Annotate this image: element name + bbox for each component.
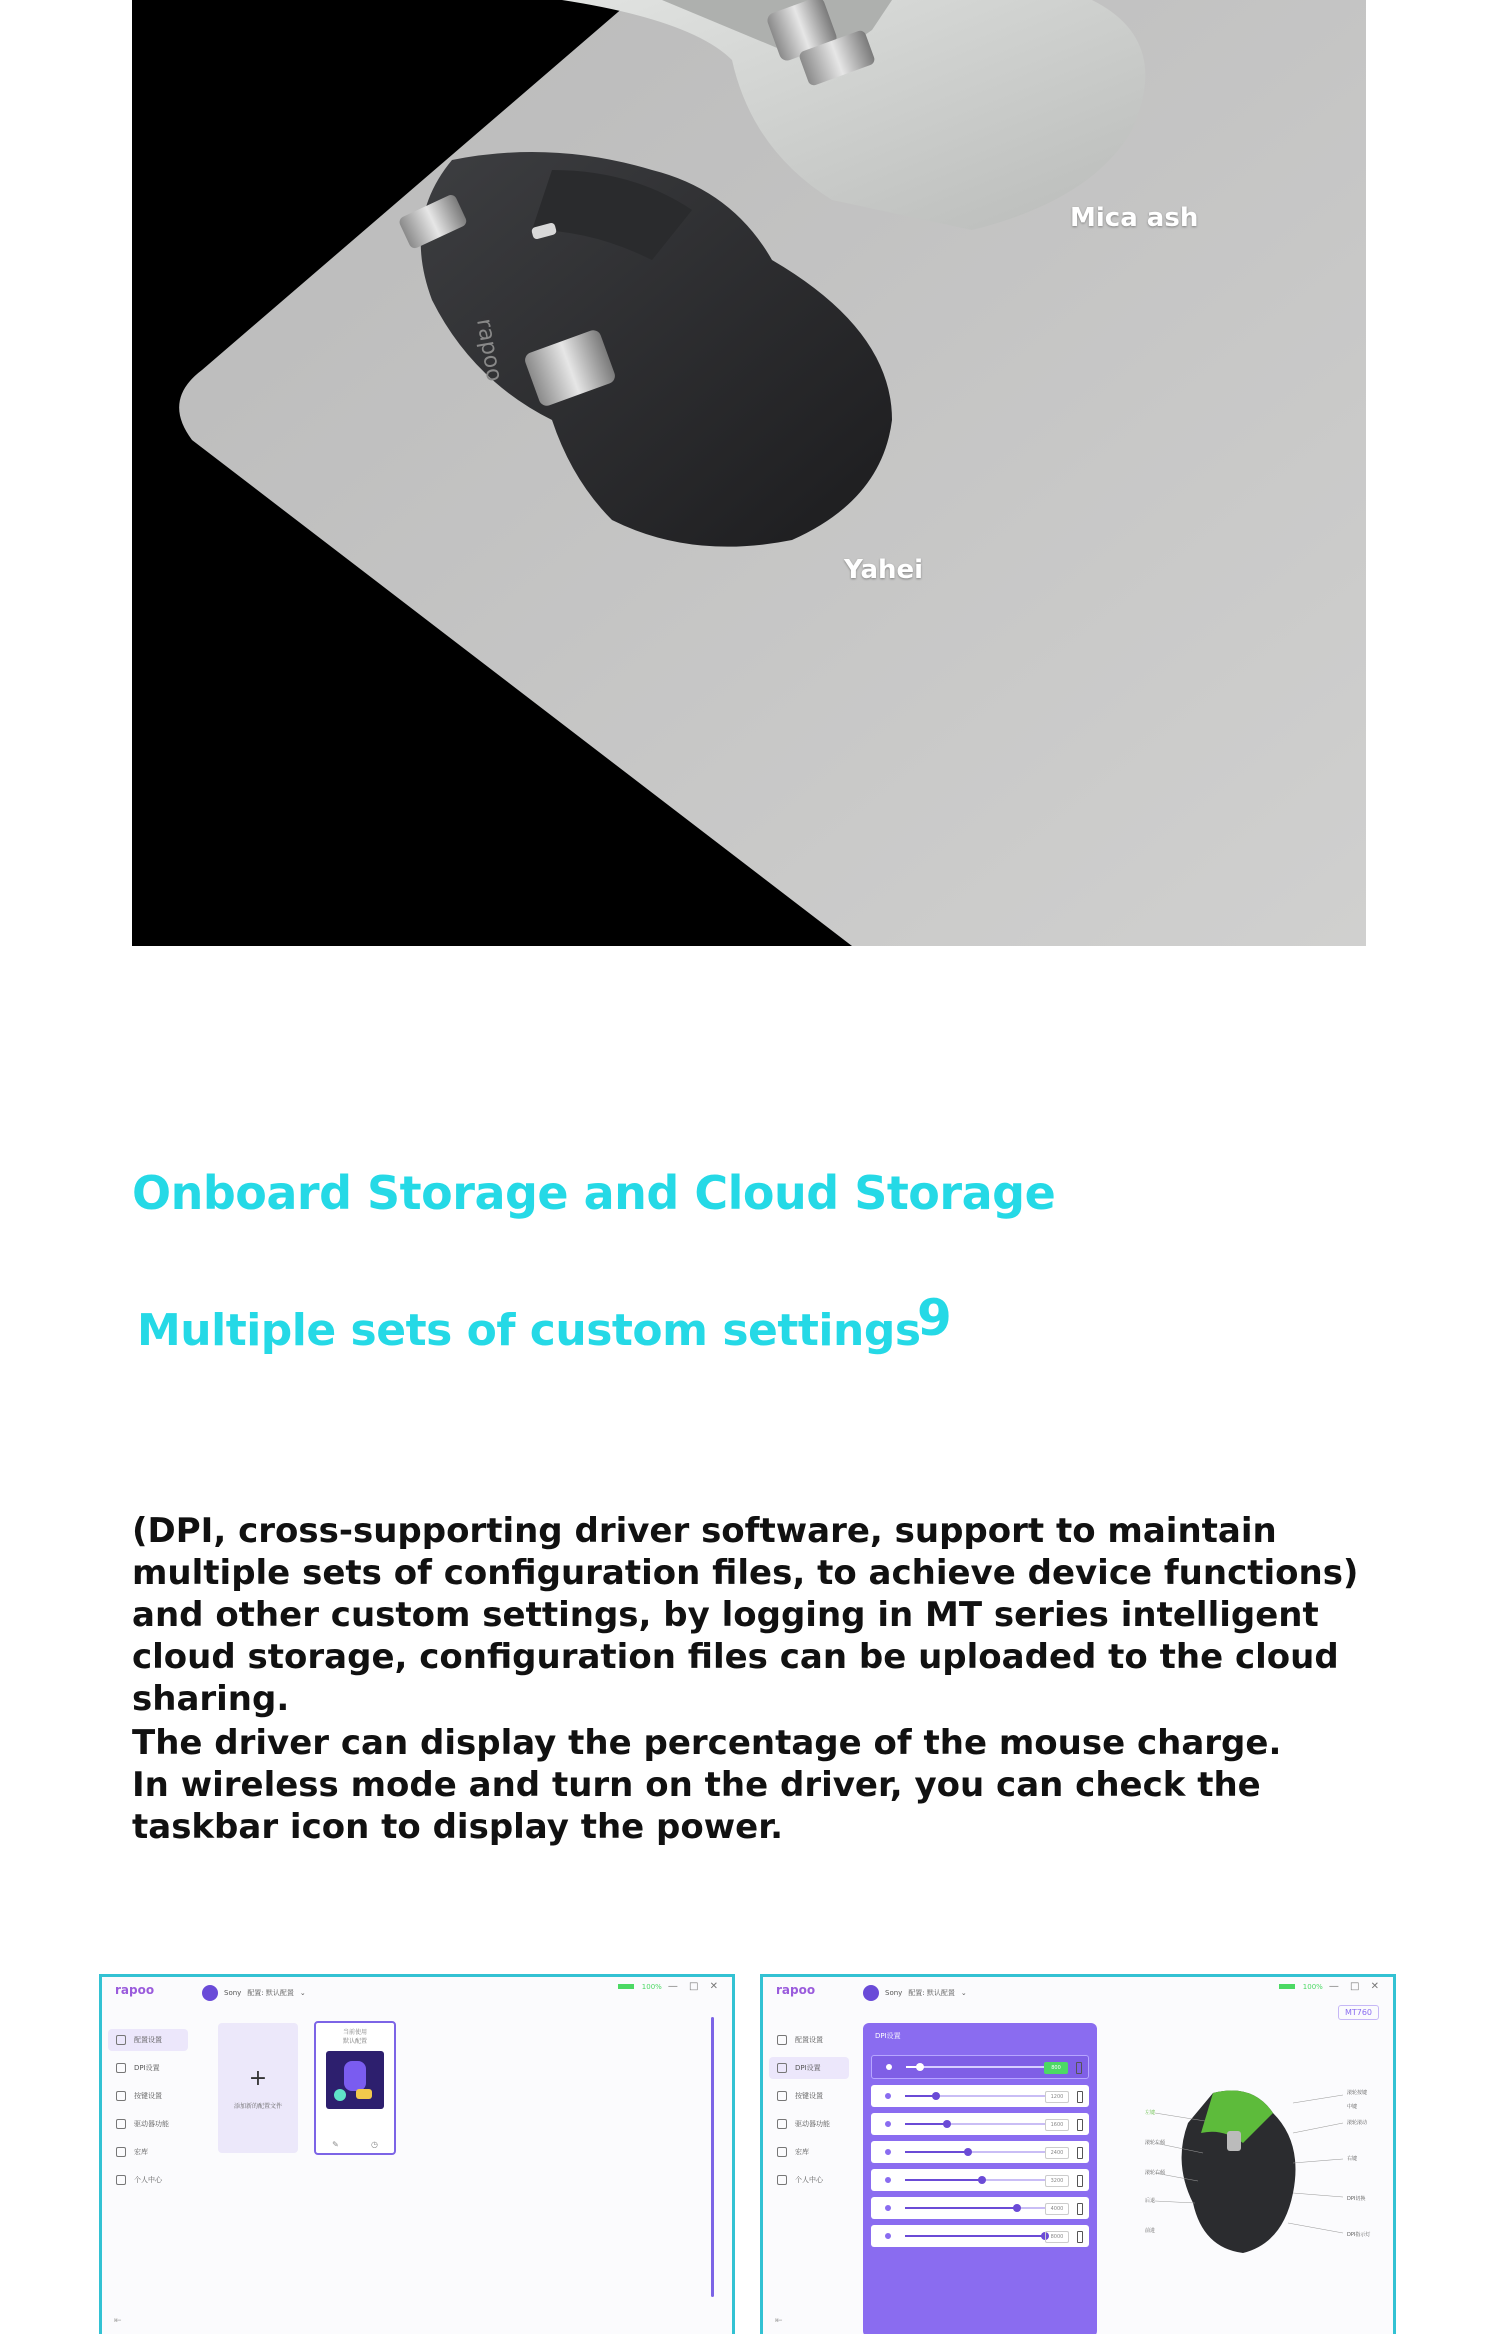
- sidebar-item-label: 宏库: [134, 2148, 148, 2156]
- dpi-slider-fill: [905, 2235, 1045, 2237]
- dpi-slider-knob[interactable]: [1013, 2204, 1021, 2212]
- sidebar-item-label: 驱动器功能: [795, 2120, 830, 2128]
- window-controls[interactable]: [618, 1981, 722, 1992]
- sidebar-item-dpi[interactable]: [108, 2057, 188, 2079]
- dpi-value-field[interactable]: 800: [1044, 2062, 1068, 2074]
- battery-percent: 100%: [1302, 1983, 1323, 1991]
- dpi-level-row[interactable]: [871, 2169, 1089, 2191]
- dpi-level-dot: [886, 2064, 892, 2070]
- battery-percent: 100%: [641, 1983, 662, 1991]
- sidebar-item-macro[interactable]: [769, 2141, 849, 2163]
- sidebar: [108, 2029, 188, 2197]
- add-profile-card[interactable]: [218, 2023, 298, 2153]
- sidebar-item-label: 按键设置: [795, 2092, 823, 2100]
- config-icon: [116, 2035, 126, 2045]
- avatar: [863, 1985, 879, 2001]
- macro-icon: [116, 2147, 126, 2157]
- sidebar-item-keys[interactable]: [108, 2085, 188, 2107]
- dpi-slider[interactable]: [905, 2123, 1045, 2125]
- user-name: Sony: [224, 1989, 242, 1997]
- edit-icon[interactable]: ✎: [332, 2140, 339, 2149]
- chevron-down-icon[interactable]: ⌄: [960, 1989, 967, 1997]
- dpi-icon: [116, 2063, 126, 2073]
- user-name: Sony: [885, 1989, 903, 1997]
- sidebar-item-macro[interactable]: [108, 2141, 188, 2163]
- clock-icon[interactable]: ◷: [370, 2140, 378, 2149]
- callout-middle: 中键: [1347, 2104, 1358, 2110]
- macro-icon: [777, 2147, 787, 2157]
- keys-icon: [116, 2091, 126, 2101]
- mouse-photo-illustration: [132, 0, 1366, 946]
- sidebar-item-config[interactable]: [108, 2029, 188, 2051]
- plus-icon: +: [248, 2066, 268, 2091]
- scrollbar[interactable]: [711, 2017, 714, 2297]
- device-model-tag[interactable]: MT760: [1338, 2005, 1379, 2020]
- dpi-slider-knob[interactable]: [943, 2120, 951, 2128]
- sidebar-item-label: 个人中心: [134, 2176, 162, 2184]
- profile-thumbnail: [326, 2051, 384, 2109]
- sidebar-item-driver[interactable]: [769, 2113, 849, 2135]
- sidebar-item-dpi[interactable]: [769, 2057, 849, 2079]
- dpi-panel-title: DPI设置: [875, 2032, 901, 2040]
- profile-illustration: [326, 2051, 384, 2109]
- dpi-level-row[interactable]: [871, 2225, 1089, 2247]
- dpi-value-field[interactable]: 2400: [1045, 2147, 1069, 2159]
- dpi-level-dot: [885, 2093, 891, 2099]
- driver-window-profiles: [99, 1974, 735, 2334]
- callout-dpi-indicator: DPI指示灯: [1347, 2232, 1371, 2238]
- dpi-level-dot: [885, 2121, 891, 2127]
- profile-selector[interactable]: 配置: 默认配置: [247, 1989, 294, 1997]
- collapse-sidebar-icon[interactable]: ⇤: [775, 2316, 783, 2326]
- avatar: [202, 1985, 218, 2001]
- sidebar-item-label: 配置设置: [134, 2036, 162, 2044]
- dpi-slider-fill: [905, 2123, 947, 2125]
- dpi-value-field[interactable]: 1200: [1045, 2091, 1069, 2103]
- dpi-color-icon[interactable]: [1077, 2175, 1083, 2187]
- sidebar-item-label: DPI设置: [795, 2064, 821, 2072]
- dpi-icon: [777, 2063, 787, 2073]
- heading-settings-count: 9: [917, 1289, 952, 1347]
- dpi-color-icon[interactable]: [1077, 2091, 1083, 2103]
- profile-card-actions: [316, 2140, 394, 2149]
- profile-selector[interactable]: 配置: 默认配置: [908, 1989, 955, 1997]
- dpi-slider-knob[interactable]: [932, 2092, 940, 2100]
- product-photo: [132, 0, 1366, 946]
- callout-wheel-right: 滚轮右倾: [1145, 2170, 1166, 2176]
- dpi-value-field[interactable]: 8000: [1045, 2231, 1069, 2243]
- driver-window-dpi: [760, 1974, 1396, 2334]
- dpi-level-dot: [885, 2233, 891, 2239]
- paragraph-cloud-storage: (DPI, cross-supporting driver software, support to maintain multiple sets of configuration files, to achieve device functions) and other custom settings, by logging in MT series intelligent cloud storage, configuration files can be uploaded to the cloud sharing.: [132, 1511, 1359, 1719]
- heading-onboard-cloud-storage: Onboard Storage and Cloud Storage: [132, 1166, 1056, 1220]
- dpi-level-row[interactable]: [871, 2085, 1089, 2107]
- dpi-slider[interactable]: [906, 2066, 1046, 2068]
- dpi-slider[interactable]: [905, 2235, 1045, 2237]
- sidebar: [769, 2029, 849, 2197]
- person-icon: [777, 2175, 787, 2185]
- sidebar-item-label: 驱动器功能: [134, 2120, 169, 2128]
- person-icon: [116, 2175, 126, 2185]
- dpi-color-icon[interactable]: [1077, 2147, 1083, 2159]
- user-account[interactable]: [863, 1985, 967, 2001]
- dpi-color-icon[interactable]: [1076, 2062, 1082, 2074]
- dpi-level-list: [863, 2055, 1097, 2247]
- dpi-slider-knob[interactable]: [916, 2063, 924, 2071]
- sidebar-item-label: 按键设置: [134, 2092, 162, 2100]
- callout-wheel-button: 滚轮按键: [1347, 2090, 1368, 2096]
- color-label-yahei: Yahei: [844, 555, 924, 585]
- dpi-slider-knob[interactable]: [964, 2148, 972, 2156]
- dpi-level-row[interactable]: [871, 2113, 1089, 2135]
- dpi-level-row[interactable]: [871, 2197, 1089, 2219]
- shield-icon: [777, 2119, 787, 2129]
- sidebar-item-label: 个人中心: [795, 2176, 823, 2184]
- dpi-color-icon[interactable]: [1077, 2203, 1083, 2215]
- heading-custom-settings: Multiple sets of custom settings: [137, 1305, 921, 1356]
- paragraph-battery-display: The driver can display the percentage of the mouse charge. In wireless mode and turn on the driver, you can check the taskbar icon to display the power.: [132, 1723, 1282, 1847]
- app-logo: rapoo: [776, 1983, 816, 1997]
- callout-right-click: 右键: [1347, 2156, 1358, 2162]
- profile-card-default[interactable]: [314, 2021, 396, 2155]
- dpi-slider-fill: [905, 2151, 968, 2153]
- sidebar-item-keys[interactable]: [769, 2085, 849, 2107]
- dpi-slider[interactable]: [905, 2151, 1045, 2153]
- sidebar-item-profile[interactable]: [108, 2169, 188, 2191]
- battery-icon: [1279, 1984, 1295, 1989]
- sidebar-item-driver[interactable]: [108, 2113, 188, 2135]
- callout-left-click: 左键: [1145, 2110, 1156, 2116]
- window-buttons[interactable]: — □ ✕: [667, 1981, 722, 1992]
- dpi-value-field[interactable]: 4000: [1045, 2203, 1069, 2215]
- dpi-color-icon[interactable]: [1077, 2119, 1083, 2131]
- user-account[interactable]: [202, 1985, 306, 2001]
- dpi-slider[interactable]: [905, 2095, 1045, 2097]
- dpi-slider[interactable]: [905, 2179, 1045, 2181]
- sidebar-item-config[interactable]: [769, 2029, 849, 2051]
- config-icon: [777, 2035, 787, 2045]
- svg-text:rapoo: rapoo: [471, 316, 507, 384]
- dpi-slider-fill: [905, 2207, 1017, 2209]
- sidebar-item-label: DPI设置: [134, 2064, 160, 2072]
- dpi-color-icon[interactable]: [1077, 2231, 1083, 2243]
- dpi-level-dot: [885, 2149, 891, 2155]
- callout-dpi-switch: DPI切换: [1347, 2196, 1366, 2202]
- dpi-value-field[interactable]: 3200: [1045, 2175, 1069, 2187]
- dpi-slider-knob[interactable]: [978, 2176, 986, 2184]
- add-profile-caption: 添加新的配置文件: [233, 2103, 282, 2110]
- dpi-slider-fill: [905, 2179, 982, 2181]
- collapse-sidebar-icon[interactable]: ⇤: [114, 2316, 122, 2326]
- callout-back: 后退: [1145, 2198, 1156, 2204]
- window-buttons[interactable]: — □ ✕: [1328, 1981, 1383, 1992]
- sidebar-item-label: 宏库: [795, 2148, 809, 2156]
- dpi-level-dot: [885, 2177, 891, 2183]
- dpi-settings-panel: [863, 2023, 1097, 2334]
- sidebar-item-profile[interactable]: [769, 2169, 849, 2191]
- dpi-level-dot: [885, 2205, 891, 2211]
- battery-icon: [618, 1984, 634, 1989]
- app-logo: rapoo: [115, 1983, 155, 1997]
- callout-forward: 前进: [1145, 2228, 1156, 2234]
- dpi-value-field[interactable]: 1600: [1045, 2119, 1069, 2131]
- callout-wheel-left: 滚轮左倾: [1145, 2140, 1166, 2146]
- dpi-level-row[interactable]: [871, 2055, 1089, 2079]
- keys-icon: [777, 2091, 787, 2101]
- dpi-slider[interactable]: [905, 2207, 1045, 2209]
- sidebar-item-label: 配置设置: [795, 2036, 823, 2044]
- window-controls[interactable]: [1279, 1981, 1383, 1992]
- chevron-down-icon[interactable]: ⌄: [299, 1989, 306, 1997]
- dpi-level-row[interactable]: [871, 2141, 1089, 2163]
- color-label-mica-ash: Mica ash: [1070, 203, 1199, 233]
- shield-icon: [116, 2119, 126, 2129]
- callout-wheel-scroll: 滚轮滚动: [1347, 2120, 1368, 2126]
- profile-card-caption: 当前使用 默认配置: [342, 2029, 367, 2045]
